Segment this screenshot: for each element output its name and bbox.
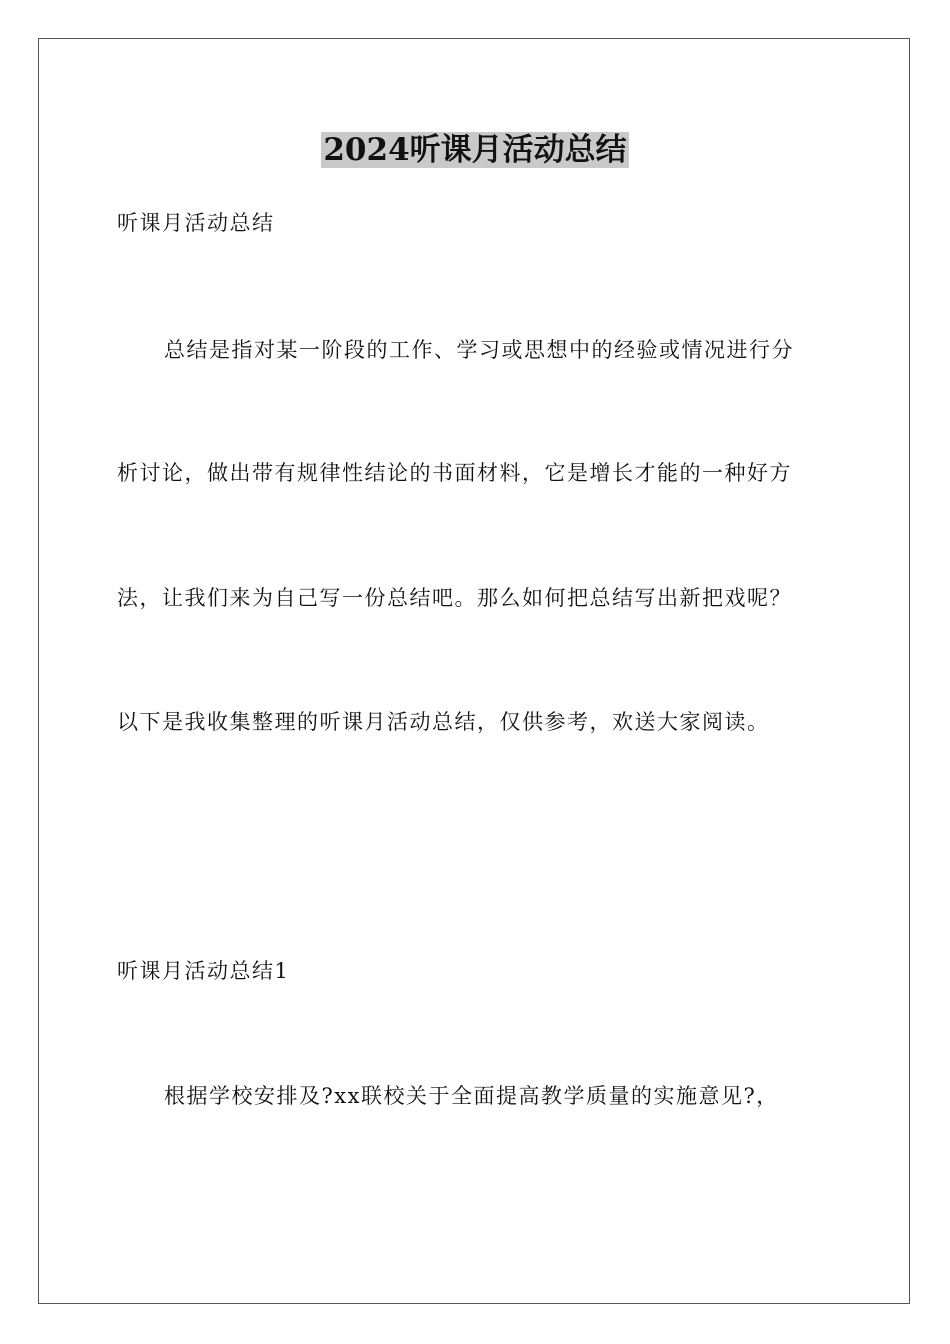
section-heading: 听课月活动总结1	[117, 959, 290, 983]
document-title-text: 2024听课月活动总结	[323, 132, 627, 168]
intro-line-2: 析讨论，做出带有规律性结论的书面材料，它是增长才能的一种好方	[117, 461, 792, 485]
intro-line-3: 法，让我们来为自己写一份总结吧。那么如何把总结写出新把戏呢？	[117, 586, 792, 610]
intro-line-4: 以下是我收集整理的听课月活动总结，仅供参考，欢送大家阅读。	[117, 710, 770, 734]
intro-line-1: 总结是指对某一阶段的工作、学习或思想中的经验或情况进行分	[164, 338, 794, 362]
document-subtitle: 听课月活动总结	[117, 211, 275, 235]
section-paragraph-line-1: 根据学校安排及?xx联校关于全面提高教学质量的实施意见?，	[164, 1084, 779, 1108]
document-title	[0, 128, 950, 172]
